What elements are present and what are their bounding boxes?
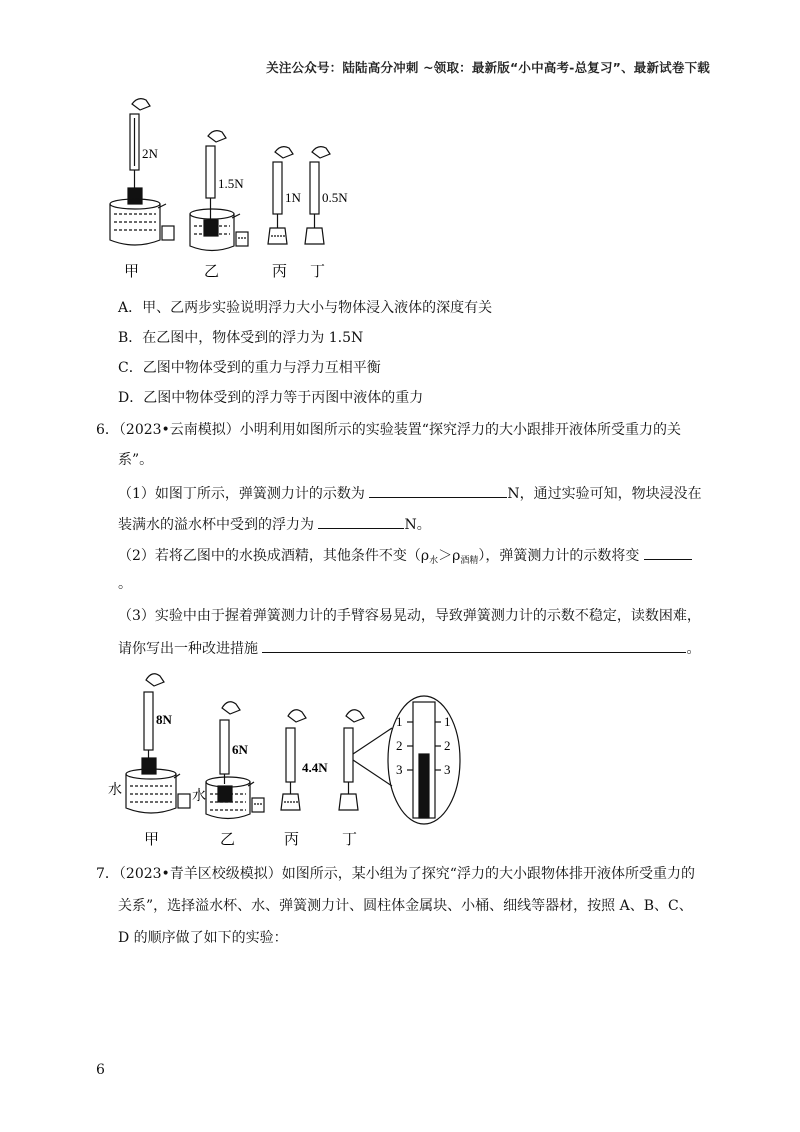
q6-part2-text-c: ），弹簧测力计的示数将变 <box>478 548 640 564</box>
q6-part2-sub-water: 水 <box>429 556 439 566</box>
q6-stem-line2: 系”。 <box>118 452 154 468</box>
reading-jia: 2N <box>142 146 158 161</box>
figure-2 <box>106 664 486 858</box>
water-label-yi: 水 <box>192 789 206 804</box>
scale-tick-left-3: 3 <box>396 762 403 777</box>
reading-jia: 8N <box>156 712 172 727</box>
scale-tick-right-2: 2 <box>444 738 451 753</box>
q5-option-c: C．乙图中物体受到的重力与浮力互相平衡 <box>118 360 381 376</box>
scale-tick-right-1: 1 <box>444 714 451 729</box>
reading-ding: 0.5N <box>322 190 348 205</box>
q6-part1-text-b: N，通过实验可知，物块浸没在 <box>507 486 702 502</box>
q7-stem-line1: 7．（2023•青羊区校级模拟）如图所示，某小组为了探究“浮力的大小跟物体排开液体所受重力的 <box>96 866 695 882</box>
reading-yi: 6N <box>232 742 248 757</box>
label-ding: 丁 <box>310 264 326 280</box>
reading-yi: 1.5N <box>218 176 244 191</box>
scale-tick-left-2: 2 <box>396 738 403 753</box>
q7-stem-line3: D 的顺序做了如下的实验： <box>118 930 288 946</box>
q6-part1-line2 <box>118 513 431 535</box>
q6-part2-end: 。 <box>118 576 132 592</box>
label-yi: 乙 <box>220 832 236 848</box>
q7-stem-line2: 关系”，选择溢水杯、水、弹簧测力计、圆柱体金属块、小桶、细线等器材，按照 A、B、C、 <box>118 898 693 914</box>
water-label-jia: 水 <box>108 783 122 798</box>
q6-answer-blank-buoyancy[interactable] <box>318 513 404 529</box>
label-yi: 乙 <box>204 264 220 280</box>
q6-part2-text-a: （2）若将乙图中的水换成酒精，其他条件不变（ρ <box>118 548 430 564</box>
label-ding: 丁 <box>342 832 358 848</box>
scale-tick-left-1: 1 <box>396 714 403 729</box>
spring-scale-diagram-1 <box>100 92 360 282</box>
reading-bing: 1N <box>285 190 301 205</box>
label-bing: 丙 <box>284 832 300 848</box>
q5-option-a: A．甲、乙两步实验说明浮力大小与物体浸入液体的深度有关 <box>118 300 493 316</box>
q6-part3-line2 <box>118 637 700 659</box>
page-header: 关注公众号：陆陆高分冲刺 ~领取：最新版“小中高考-总复习”、最新试卷下载 <box>266 60 710 75</box>
scale-tick-right-3: 3 <box>444 762 451 777</box>
q6-part3-end: 。 <box>686 641 701 657</box>
q6-stem-line1: 6．（2023•云南模拟）小明利用如图所示的实验装置“探究浮力的大小跟排开液体所受重力的关 <box>96 422 681 438</box>
label-jia: 甲 <box>144 832 160 848</box>
label-bing: 丙 <box>272 264 288 280</box>
q6-part1-line1 <box>118 482 702 504</box>
q5-option-b: B．在乙图中，物体受到的浮力为 1.5N <box>118 330 364 346</box>
reading-bing: 4.4N <box>302 760 328 775</box>
q6-part1-text-c: 装满水的溢水杯中受到的浮力为 <box>118 517 314 533</box>
label-jia: 甲 <box>124 264 140 280</box>
q6-answer-blank-change[interactable] <box>644 544 692 560</box>
q6-answer-blank-reading[interactable] <box>369 482 507 498</box>
figure-1 <box>100 92 360 286</box>
q6-part3-line1: （3）实验中由于握着弹簧测力计的手臂容易晃动，导致弹簧测力计的示数不稳定，读数困难， <box>118 608 701 624</box>
q6-part2-line1 <box>118 544 692 568</box>
q6-part2-text-b: ＞ρ <box>438 548 461 564</box>
page-number: 6 <box>96 1062 105 1078</box>
q5-option-d: D．乙图中物体受到的浮力等于丙图中液体的重力 <box>118 390 424 406</box>
q6-part3-text-a: 请你写出一种改进措施 <box>118 641 258 657</box>
q6-part2-sub-alcohol: 酒精 <box>460 556 479 566</box>
q6-answer-blank-improvement[interactable] <box>262 637 686 653</box>
q6-part1-text-a: （1）如图丁所示，弹簧测力计的示数为 <box>118 486 365 502</box>
spring-scale-diagram-2 <box>106 664 486 854</box>
q6-part1-text-d: N。 <box>404 517 431 533</box>
